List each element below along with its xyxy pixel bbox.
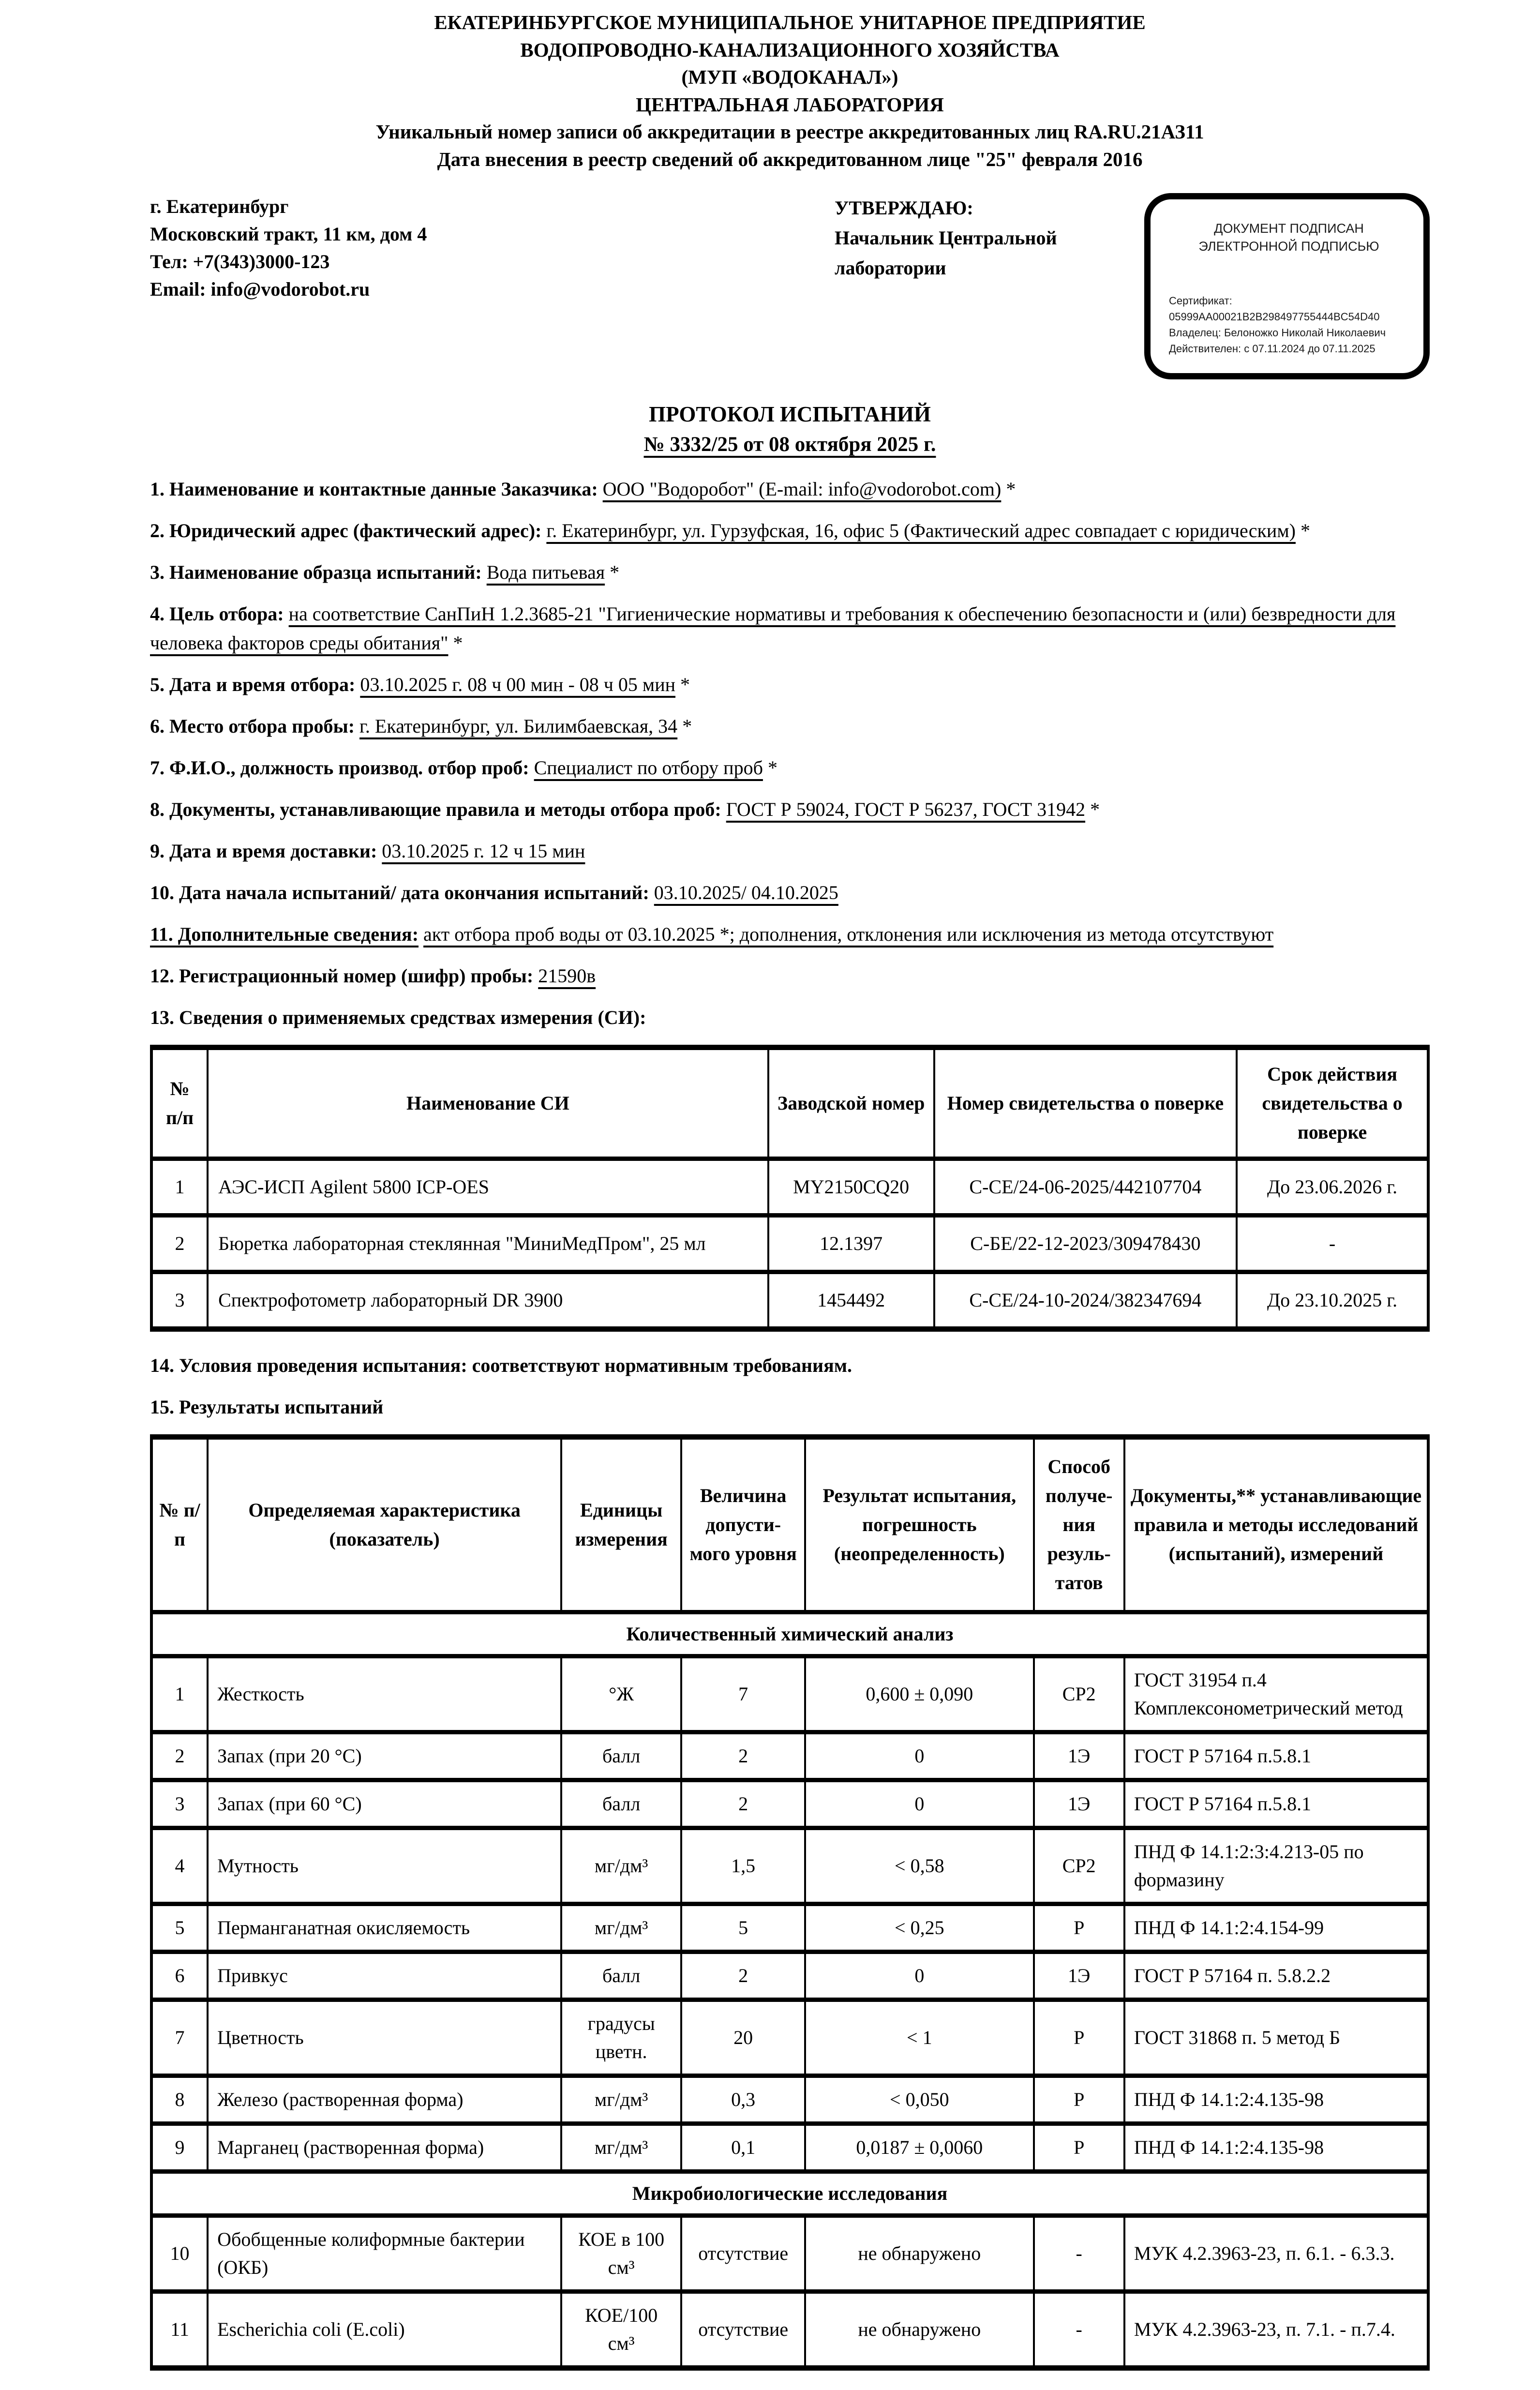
result-cell: Цветность — [208, 2000, 561, 2076]
item-5-label: 5. Дата и время отбора: — [150, 674, 356, 696]
si-header-name: Наименование СИ — [208, 1048, 768, 1159]
org-name-line3: (МУП «ВОДОКАНАЛ») — [681, 66, 898, 89]
result-cell: °Ж — [561, 1656, 681, 1732]
result-cell: 5 — [681, 1904, 805, 1952]
accreditation-date-line: Дата внесения в реестр сведений об аккредитованном лице "25" февраля 2016 — [437, 148, 1143, 170]
result-cell: Железо (растворенная форма) — [208, 2076, 561, 2124]
result-cell: 20 — [681, 2000, 805, 2076]
result-cell: 7 — [681, 1656, 805, 1732]
result-cell: 4 — [151, 1828, 208, 1904]
result-row — [151, 2076, 1428, 2124]
item-6-asterisk: * — [682, 715, 692, 737]
results-header-num: № п/п — [151, 1437, 208, 1612]
item-3-value: Вода питьевая — [486, 561, 605, 584]
results-header-limit: Величина допусти-мого уровня — [681, 1437, 805, 1612]
result-cell: 1,5 — [681, 1828, 805, 1904]
results-header-row — [151, 1437, 1428, 1612]
org-name-line2: ВОДОПРОВОДНО-КАНАЛИЗАЦИОННОГО ХОЗЯЙСТВА — [520, 38, 1060, 61]
item-1-asterisk: * — [1006, 478, 1016, 500]
si-cell: MY2150CQ20 — [768, 1159, 934, 1216]
item-4-label: 4. Цель отбора: — [150, 603, 284, 625]
result-cell: < 0,050 — [805, 2076, 1033, 2124]
si-row — [151, 1272, 1428, 1329]
result-cell: 3 — [151, 1780, 208, 1828]
contact-phone: Тел: +7(343)3000-123 — [150, 251, 330, 273]
document-number-line — [150, 433, 1430, 456]
item-11 — [150, 920, 1430, 949]
result-cell: Запах (при 20 °С) — [208, 1732, 561, 1780]
document-number: № 3332/25 от 08 октября 2025 г. — [643, 433, 936, 456]
item-3-label: 3. Наименование образца испытаний: — [150, 561, 482, 584]
stamp-title-line2: ЭЛЕКТРОННОЙ ПОДПИСЬЮ — [1198, 239, 1379, 254]
item-6 — [150, 712, 1430, 741]
result-cell: 0 — [805, 1952, 1033, 2000]
result-cell: 5 — [151, 1904, 208, 1952]
item-2-value: г. Екатеринбург, ул. Гурзуфская, 16, офис 5 (Фактический адрес совпадает с юридическим) — [546, 520, 1296, 542]
result-cell: мг/дм³ — [561, 1904, 681, 1952]
result-cell: отсутствие — [681, 2292, 805, 2368]
group-label-microbiology: Микробиологические исследования — [151, 2172, 1428, 2216]
result-cell: 6 — [151, 1952, 208, 2000]
accreditation-number-line: Уникальный номер записи об аккредитации в реестре аккредитованных лиц RA.RU.21АЗ11 — [375, 120, 1204, 143]
result-cell: мг/дм³ — [561, 2076, 681, 2124]
result-cell: 9 — [151, 2124, 208, 2172]
results-section-label — [150, 1393, 1430, 1422]
item-5-asterisk: * — [680, 674, 690, 696]
result-cell: Привкус — [208, 1952, 561, 2000]
result-cell: мг/дм³ — [561, 1828, 681, 1904]
result-cell: мг/дм³ — [561, 2124, 681, 2172]
result-cell: < 0,58 — [805, 1828, 1033, 1904]
result-row — [151, 2124, 1428, 2172]
result-cell: 1Э — [1034, 1952, 1124, 2000]
item-4-value: на соответствие СанПиН 1.2.3685-21 "Гигиенические нормативы и требования к обеспечению безопасности и (или) безвредности для человека факторов среды обитания" — [150, 603, 1396, 654]
si-cell: Спектрофотометр лабораторный DR 3900 — [208, 1272, 768, 1329]
item-6-label: 6. Место отбора пробы: — [150, 715, 355, 737]
item-7 — [150, 753, 1430, 782]
result-cell: СР2 — [1034, 1656, 1124, 1732]
result-cell: 1Э — [1034, 1732, 1124, 1780]
item-13-label — [150, 1003, 1430, 1032]
stamp-certificate-owner: Владелец: Белоножко Николай Николаевич — [1169, 327, 1386, 339]
result-cell: 0,0187 ± 0,0060 — [805, 2124, 1033, 2172]
result-cell: Р — [1034, 2076, 1124, 2124]
item-4 — [150, 600, 1430, 658]
result-cell: 0 — [805, 1732, 1033, 1780]
result-cell: не обнаружено — [805, 2216, 1033, 2292]
approver-position-line2: лаборатории — [835, 257, 946, 279]
result-cell: - — [1034, 2216, 1124, 2292]
item-8 — [150, 795, 1430, 824]
result-cell: Перманганатная окисляемость — [208, 1904, 561, 1952]
si-cell: До 23.06.2026 г. — [1237, 1159, 1428, 1216]
result-cell: Р — [1034, 2124, 1124, 2172]
result-cell: градусы цветн. — [561, 2000, 681, 2076]
si-cell: - — [1237, 1216, 1428, 1272]
protocol-items — [150, 475, 1430, 1032]
org-name-line4: ЦЕНТРАЛЬНАЯ ЛАБОРАТОРИЯ — [636, 93, 944, 116]
approval-block — [835, 193, 1144, 283]
si-cell: АЭС-ИСП Agilent 5800 ICP-OES — [208, 1159, 768, 1216]
item-8-asterisk: * — [1090, 798, 1100, 821]
results-label: 15. Результаты испытаний — [150, 1396, 384, 1418]
item-10 — [150, 878, 1430, 907]
item-8-value: ГОСТ Р 59024, ГОСТ Р 56237, ГОСТ 31942 — [726, 798, 1086, 821]
group-row-chemical — [151, 1612, 1428, 1656]
result-cell: балл — [561, 1780, 681, 1828]
item-1-label: 1. Наименование и контактные данные Заказчика: — [150, 478, 598, 500]
item-11-value: акт отбора проб воды от 03.10.2025 *; дополнения, отклонения или исключения из метода отсутствуют — [423, 923, 1274, 946]
lab-contacts-block — [150, 193, 835, 303]
result-cell: СР2 — [1034, 1828, 1124, 1904]
org-header — [150, 9, 1430, 173]
item-3-asterisk: * — [610, 561, 620, 584]
result-cell: 11 — [151, 2292, 208, 2368]
results-header-documents: Документы,** устанавливающие правила и методы исследований (испытаний), измерений — [1124, 1437, 1428, 1612]
si-section-label: 13. Сведения о применяемых средствах измерения (СИ): — [150, 1007, 646, 1029]
result-cell: 0,1 — [681, 2124, 805, 2172]
result-cell: 1Э — [1034, 1780, 1124, 1828]
contact-city: г. Екатеринбург — [150, 195, 289, 218]
results-header-characteristic: Определяемая характеристика (показатель) — [208, 1437, 561, 1612]
item-2-asterisk: * — [1300, 520, 1310, 542]
contact-email: Email: info@vodorobot.ru — [150, 278, 370, 300]
result-cell: ГОСТ Р 57164 п.5.8.1 — [1124, 1780, 1428, 1828]
item-9 — [150, 837, 1430, 866]
result-cell: ГОСТ Р 57164 п. 5.8.2.2 — [1124, 1952, 1428, 2000]
info-row — [150, 193, 1430, 379]
item-10-value: 03.10.2025/ 04.10.2025 — [654, 882, 838, 904]
item-2 — [150, 516, 1430, 545]
item-7-value: Специалист по отбору проб — [534, 757, 763, 779]
result-cell: 0 — [805, 1780, 1033, 1828]
result-cell: 10 — [151, 2216, 208, 2292]
stamp-certificate-number: Сертификат: 05999АА00021B2B298497755444BC54D40 — [1169, 295, 1380, 323]
result-cell: 2 — [151, 1732, 208, 1780]
document-title: ПРОТОКОЛ ИСПЫТАНИЙ — [649, 402, 931, 427]
item-1-value: ООО "Водоробот" (E-mail: info@vodorobot.com) — [602, 478, 1002, 500]
result-cell: балл — [561, 1732, 681, 1780]
result-cell: Обобщенные колиформные бактерии (ОКБ) — [208, 2216, 561, 2292]
item-3 — [150, 558, 1430, 587]
result-cell: ПНД Ф 14.1:2:4.135-98 — [1124, 2076, 1428, 2124]
result-row — [151, 2216, 1428, 2292]
result-cell: Р — [1034, 2000, 1124, 2076]
result-cell: МУК 4.2.3963-23, п. 6.1. - 6.3.3. — [1124, 2216, 1428, 2292]
result-cell: 0,600 ± 0,090 — [805, 1656, 1033, 1732]
si-header-certificate: Номер свидетельства о поверке — [934, 1048, 1237, 1159]
item-11-label: 11. Дополнительные сведения: — [150, 923, 419, 946]
si-cell: До 23.10.2025 г. — [1237, 1272, 1428, 1329]
item-9-label: 9. Дата и время доставки: — [150, 840, 377, 862]
item-12-label: 12. Регистрационный номер (шифр) пробы: — [150, 965, 534, 987]
si-row — [151, 1159, 1428, 1216]
item-9-value: 03.10.2025 г. 12 ч 15 мин — [382, 840, 585, 862]
result-cell: Запах (при 60 °С) — [208, 1780, 561, 1828]
result-cell: ГОСТ Р 57164 п.5.8.1 — [1124, 1732, 1428, 1780]
group-row-microbiology — [151, 2172, 1428, 2216]
conditions-value: соответствуют нормативным требованиям. — [472, 1354, 852, 1377]
result-cell: балл — [561, 1952, 681, 2000]
stamp-certificate-validity: Действителен: с 07.11.2024 до 07.11.2025 — [1169, 343, 1376, 355]
org-name-line1: ЕКАТЕРИНБУРГСКОЕ МУНИЦИПАЛЬНОЕ УНИТАРНОЕ ПРЕДПРИЯТИЕ — [434, 11, 1146, 33]
result-row — [151, 1952, 1428, 2000]
stamp-title-line1: ДОКУМЕНТ ПОДПИСАН — [1214, 221, 1364, 236]
results-header-method-type: Способ получе-ния резуль-татов — [1034, 1437, 1124, 1612]
si-cell: С-СЕ/24-06-2025/442107704 — [934, 1159, 1237, 1216]
item-8-label: 8. Документы, устанавливающие правила и методы отбора проб: — [150, 798, 721, 821]
result-cell: Escherichia coli (E.coli) — [208, 2292, 561, 2368]
item-12 — [150, 962, 1430, 991]
item-7-label: 7. Ф.И.О., должность производ. отбор проб: — [150, 757, 529, 779]
result-cell: 1 — [151, 1656, 208, 1732]
result-cell: ПНД Ф 14.1:2:4.154-99 — [1124, 1904, 1428, 1952]
result-cell: ПНД Ф 14.1:2:4.135-98 — [1124, 2124, 1428, 2172]
result-cell: 7 — [151, 2000, 208, 2076]
result-cell: не обнаружено — [805, 2292, 1033, 2368]
result-cell: Мутность — [208, 1828, 561, 1904]
result-cell: ГОСТ 31868 п. 5 метод Б — [1124, 2000, 1428, 2076]
result-cell: Марганец (растворенная форма) — [208, 2124, 561, 2172]
si-header-validity: Срок действия свидетельства о поверке — [1237, 1048, 1428, 1159]
group-label-chemical: Количественный химический анализ — [151, 1612, 1428, 1656]
result-cell: КОЕ в 100 см³ — [561, 2216, 681, 2292]
measuring-instruments-table — [150, 1045, 1430, 1332]
result-cell: Р — [1034, 1904, 1124, 1952]
stamp-certificate-block — [1169, 293, 1409, 357]
result-cell: 2 — [681, 1732, 805, 1780]
results-header-units: Единицы измерения — [561, 1437, 681, 1612]
result-row — [151, 1656, 1428, 1732]
item-2-label: 2. Юридический адрес (фактический адрес): — [150, 520, 542, 542]
si-cell: 3 — [151, 1272, 208, 1329]
result-cell: отсутствие — [681, 2216, 805, 2292]
result-cell: 8 — [151, 2076, 208, 2124]
item-5 — [150, 670, 1430, 699]
contact-address: Московский тракт, 11 км, дом 4 — [150, 223, 427, 245]
approval-title: УТВЕРЖДАЮ: — [835, 197, 973, 219]
si-cell: 2 — [151, 1216, 208, 1272]
result-cell: < 0,25 — [805, 1904, 1033, 1952]
result-cell: - — [1034, 2292, 1124, 2368]
result-cell: МУК 4.2.3963-23, п. 7.1. - п.7.4. — [1124, 2292, 1428, 2368]
result-cell: 2 — [681, 1952, 805, 2000]
result-cell: < 1 — [805, 2000, 1033, 2076]
item-6-value: г. Екатеринбург, ул. Билимбаевская, 34 — [359, 715, 678, 737]
result-cell: 2 — [681, 1780, 805, 1828]
result-row — [151, 1732, 1428, 1780]
result-row — [151, 1780, 1428, 1828]
result-row — [151, 1828, 1428, 1904]
si-cell: 12.1397 — [768, 1216, 934, 1272]
test-results-table — [150, 1434, 1430, 2371]
si-header-num: № п/п — [151, 1048, 208, 1159]
result-cell: Жесткость — [208, 1656, 561, 1732]
conditions-line — [150, 1351, 1430, 1380]
si-header-serial: Заводской номер — [768, 1048, 934, 1159]
si-cell: 1454492 — [768, 1272, 934, 1329]
result-row — [151, 2000, 1428, 2076]
si-row — [151, 1216, 1428, 1272]
item-4-asterisk: * — [453, 632, 463, 654]
item-10-label: 10. Дата начала испытаний/ дата окончания испытаний: — [150, 882, 649, 904]
result-row — [151, 1904, 1428, 1952]
si-cell: С-БЕ/22-12-2023/309478430 — [934, 1216, 1237, 1272]
result-cell: 0,3 — [681, 2076, 805, 2124]
approver-position-line1: Начальник Центральной — [835, 227, 1057, 249]
si-cell: 1 — [151, 1159, 208, 1216]
stamp-title — [1169, 220, 1409, 255]
result-row — [151, 2292, 1428, 2368]
item-12-value: 21590в — [538, 965, 596, 987]
item-7-asterisk: * — [767, 757, 777, 779]
result-cell: КОЕ/100 см³ — [561, 2292, 681, 2368]
si-cell: С-СЕ/24-10-2024/382347694 — [934, 1272, 1237, 1329]
si-header-row — [151, 1048, 1428, 1159]
result-cell: ПНД Ф 14.1:2:3:4.213-05 по формазину — [1124, 1828, 1428, 1904]
si-cell: Бюретка лабораторная стеклянная "МиниМедПром", 25 мл — [208, 1216, 768, 1272]
result-cell: ГОСТ 31954 п.4 Комплексонометрический метод — [1124, 1656, 1428, 1732]
conditions-label: 14. Условия проведения испытания: — [150, 1354, 467, 1377]
item-1 — [150, 475, 1430, 504]
results-header-result: Результат испытания, погрешность (неопределенность) — [805, 1437, 1033, 1612]
item-5-value: 03.10.2025 г. 08 ч 00 мин - 08 ч 05 мин — [360, 674, 676, 696]
digital-signature-stamp — [1144, 193, 1430, 379]
